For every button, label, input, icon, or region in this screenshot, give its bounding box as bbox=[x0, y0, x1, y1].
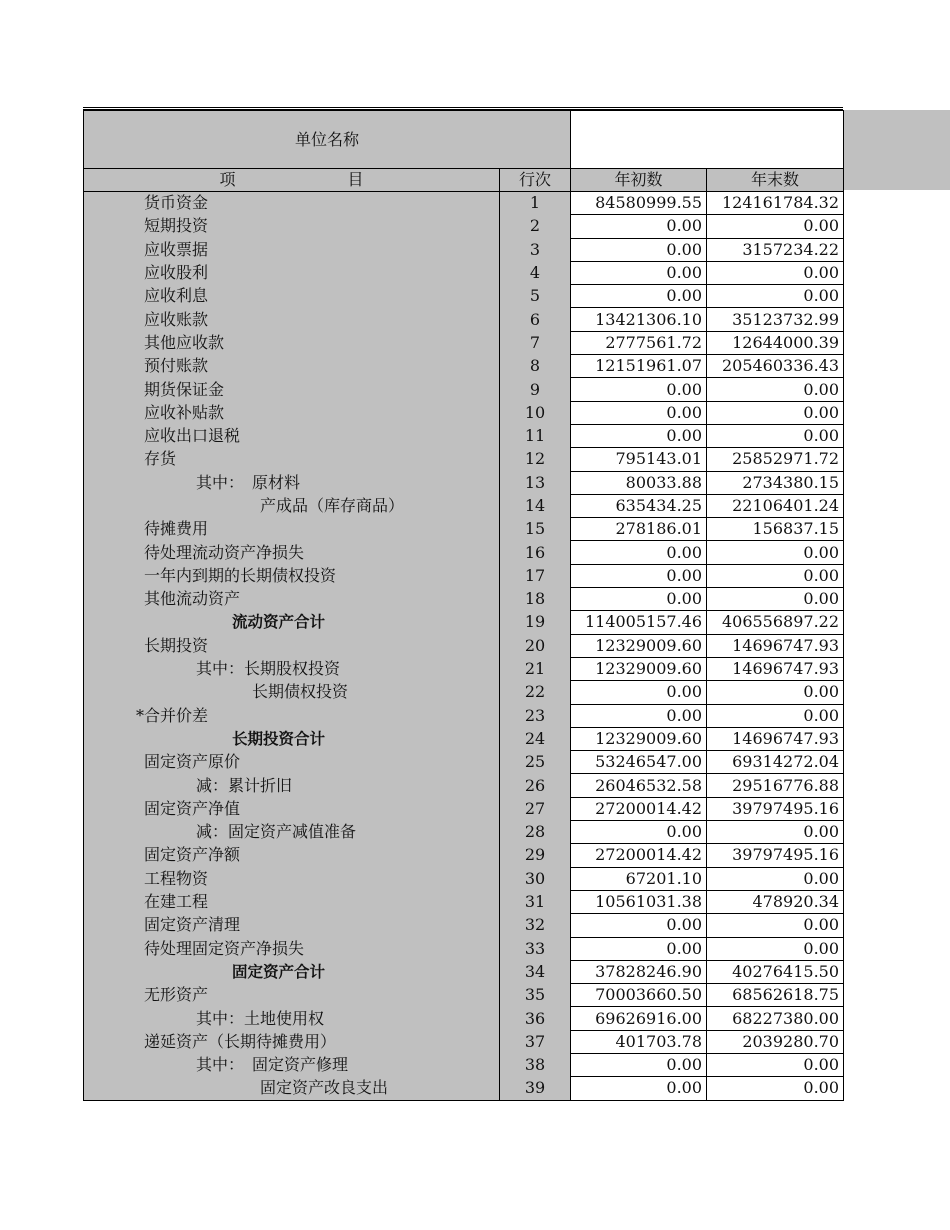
row-number: 7 bbox=[500, 331, 571, 354]
row-label: 固定资产净值 bbox=[84, 797, 500, 820]
end-value-cell[interactable]: 68562618.75 bbox=[707, 984, 844, 1007]
begin-value-cell[interactable]: 67201.10 bbox=[571, 867, 707, 890]
end-value-cell[interactable]: 156837.15 bbox=[707, 518, 844, 541]
begin-value-cell[interactable]: 27200014.42 bbox=[571, 797, 707, 820]
unit-name-value[interactable] bbox=[571, 111, 844, 169]
unit-name-row bbox=[84, 111, 844, 169]
row-label: 在建工程 bbox=[84, 890, 500, 913]
begin-value-cell[interactable]: 0.00 bbox=[571, 378, 707, 401]
header-end: 年末数 bbox=[707, 169, 844, 192]
begin-value-cell[interactable]: 0.00 bbox=[571, 704, 707, 727]
row-label: 应收利息 bbox=[84, 285, 500, 308]
end-value-cell[interactable]: 0.00 bbox=[707, 588, 844, 611]
row-label: *合并价差 bbox=[84, 704, 500, 727]
row-label: 应收补贴款 bbox=[84, 401, 500, 424]
table-row bbox=[84, 704, 844, 727]
begin-value-cell[interactable]: 0.00 bbox=[571, 588, 707, 611]
table-row bbox=[84, 1030, 844, 1053]
row-label: 待处理流动资产净损失 bbox=[84, 541, 500, 564]
row-number: 14 bbox=[500, 494, 571, 517]
begin-value-cell[interactable]: 278186.01 bbox=[571, 518, 707, 541]
table-row bbox=[84, 494, 844, 517]
row-label: 无形资产 bbox=[84, 984, 500, 1007]
table-row bbox=[84, 634, 844, 657]
balance-sheet bbox=[83, 107, 843, 1101]
side-grey-panel bbox=[843, 110, 950, 190]
row-number: 31 bbox=[500, 890, 571, 913]
row-number: 8 bbox=[500, 355, 571, 378]
table-row bbox=[84, 797, 844, 820]
end-value-cell[interactable]: 0.00 bbox=[707, 681, 844, 704]
table-row bbox=[84, 844, 844, 867]
begin-value-cell[interactable]: 0.00 bbox=[571, 401, 707, 424]
row-number: 16 bbox=[500, 541, 571, 564]
row-number: 5 bbox=[500, 285, 571, 308]
begin-value-cell[interactable]: 0.00 bbox=[571, 424, 707, 447]
end-value-cell[interactable]: 478920.34 bbox=[707, 890, 844, 913]
row-number: 26 bbox=[500, 774, 571, 797]
header-begin: 年初数 bbox=[571, 169, 707, 192]
row-number: 36 bbox=[500, 1007, 571, 1030]
begin-value-cell[interactable]: 69626916.00 bbox=[571, 1007, 707, 1030]
table-row bbox=[84, 984, 844, 1007]
row-number: 27 bbox=[500, 797, 571, 820]
row-label: 其中： 固定资产修理 bbox=[84, 1053, 500, 1076]
row-number: 30 bbox=[500, 867, 571, 890]
row-number: 9 bbox=[500, 378, 571, 401]
table-row bbox=[84, 215, 844, 238]
table-row bbox=[84, 424, 844, 447]
row-label: 其中：长期股权投资 bbox=[84, 657, 500, 680]
end-value-cell[interactable]: 39797495.16 bbox=[707, 844, 844, 867]
begin-value-cell[interactable]: 12329009.60 bbox=[571, 634, 707, 657]
table-row bbox=[84, 611, 844, 634]
end-value-cell[interactable]: 124161784.32 bbox=[707, 192, 844, 215]
begin-value-cell[interactable]: 27200014.42 bbox=[571, 844, 707, 867]
row-number: 38 bbox=[500, 1053, 571, 1076]
row-label: 产成品（库存商品） bbox=[84, 494, 500, 517]
table-row bbox=[84, 308, 844, 331]
begin-value-cell[interactable]: 0.00 bbox=[571, 541, 707, 564]
table-row bbox=[84, 867, 844, 890]
begin-value-cell[interactable]: 2777561.72 bbox=[571, 331, 707, 354]
row-label: 其中：土地使用权 bbox=[84, 1007, 500, 1030]
end-value-cell[interactable]: 69314272.04 bbox=[707, 751, 844, 774]
row-label: 其中： 原材料 bbox=[84, 471, 500, 494]
table-row bbox=[84, 192, 844, 215]
end-value-cell[interactable]: 0.00 bbox=[707, 914, 844, 937]
row-number: 4 bbox=[500, 261, 571, 284]
unit-name-label: 单位名称 bbox=[84, 111, 571, 169]
begin-value-cell[interactable]: 0.00 bbox=[571, 564, 707, 587]
begin-value-cell[interactable]: 635434.25 bbox=[571, 494, 707, 517]
row-number: 18 bbox=[500, 588, 571, 611]
table-row bbox=[84, 378, 844, 401]
end-value-cell[interactable]: 14696747.93 bbox=[707, 634, 844, 657]
row-label: 流动资产合计 bbox=[84, 611, 500, 634]
begin-value-cell[interactable]: 795143.01 bbox=[571, 448, 707, 471]
table-row bbox=[84, 541, 844, 564]
begin-value-cell[interactable]: 84580999.55 bbox=[571, 192, 707, 215]
end-value-cell[interactable]: 0.00 bbox=[707, 424, 844, 447]
table-row bbox=[84, 751, 844, 774]
end-value-cell[interactable]: 3157234.22 bbox=[707, 238, 844, 261]
row-label: 应收账款 bbox=[84, 308, 500, 331]
begin-value-cell[interactable]: 37828246.90 bbox=[571, 960, 707, 983]
end-value-cell[interactable]: 12644000.39 bbox=[707, 331, 844, 354]
row-number: 28 bbox=[500, 821, 571, 844]
begin-value-cell[interactable]: 0.00 bbox=[571, 285, 707, 308]
table-row bbox=[84, 657, 844, 680]
table-row bbox=[84, 285, 844, 308]
row-label: 应收股利 bbox=[84, 261, 500, 284]
end-value-cell[interactable]: 0.00 bbox=[707, 564, 844, 587]
end-value-cell[interactable]: 0.00 bbox=[707, 215, 844, 238]
table-row bbox=[84, 1077, 844, 1100]
row-number: 23 bbox=[500, 704, 571, 727]
row-number: 17 bbox=[500, 564, 571, 587]
table-row bbox=[84, 1007, 844, 1030]
begin-value-cell[interactable]: 12329009.60 bbox=[571, 727, 707, 750]
row-label: 减：累计折旧 bbox=[84, 774, 500, 797]
begin-value-cell[interactable]: 0.00 bbox=[571, 238, 707, 261]
row-label: 应收出口退税 bbox=[84, 424, 500, 447]
row-number: 21 bbox=[500, 657, 571, 680]
row-label: 递延资产（长期待摊费用） bbox=[84, 1030, 500, 1053]
row-label: 长期投资 bbox=[84, 634, 500, 657]
row-number: 6 bbox=[500, 308, 571, 331]
table-row bbox=[84, 681, 844, 704]
row-label: 期货保证金 bbox=[84, 378, 500, 401]
begin-value-cell[interactable]: 0.00 bbox=[571, 215, 707, 238]
end-value-cell[interactable]: 39797495.16 bbox=[707, 797, 844, 820]
begin-value-cell[interactable]: 0.00 bbox=[571, 821, 707, 844]
row-label: 预付账款 bbox=[84, 355, 500, 378]
begin-value-cell[interactable]: 13421306.10 bbox=[571, 308, 707, 331]
begin-value-cell[interactable]: 0.00 bbox=[571, 1053, 707, 1076]
row-label: 固定资产清理 bbox=[84, 914, 500, 937]
end-value-cell[interactable]: 14696747.93 bbox=[707, 657, 844, 680]
begin-value-cell[interactable]: 12329009.60 bbox=[571, 657, 707, 680]
row-label: 固定资产改良支出 bbox=[84, 1077, 500, 1100]
end-value-cell[interactable]: 40276415.50 bbox=[707, 960, 844, 983]
row-label: 长期投资合计 bbox=[84, 727, 500, 750]
end-value-cell[interactable]: 0.00 bbox=[707, 541, 844, 564]
row-number: 2 bbox=[500, 215, 571, 238]
table-row bbox=[84, 518, 844, 541]
begin-value-cell[interactable]: 0.00 bbox=[571, 261, 707, 284]
begin-value-cell[interactable]: 80033.88 bbox=[571, 471, 707, 494]
table-row bbox=[84, 564, 844, 587]
table-row bbox=[84, 727, 844, 750]
row-number: 11 bbox=[500, 424, 571, 447]
end-value-cell[interactable]: 14696747.93 bbox=[707, 727, 844, 750]
row-label: 工程物资 bbox=[84, 867, 500, 890]
table-row bbox=[84, 448, 844, 471]
row-label: 减：固定资产减值准备 bbox=[84, 821, 500, 844]
end-value-cell[interactable]: 22106401.24 bbox=[707, 494, 844, 517]
row-number: 33 bbox=[500, 937, 571, 960]
end-value-cell[interactable]: 0.00 bbox=[707, 401, 844, 424]
row-number: 37 bbox=[500, 1030, 571, 1053]
row-number: 25 bbox=[500, 751, 571, 774]
header-row-no: 行次 bbox=[500, 169, 571, 192]
row-label: 待处理固定资产净损失 bbox=[84, 937, 500, 960]
row-label: 应收票据 bbox=[84, 238, 500, 261]
begin-value-cell[interactable]: 401703.78 bbox=[571, 1030, 707, 1053]
end-value-cell[interactable]: 25852971.72 bbox=[707, 448, 844, 471]
begin-value-cell[interactable]: 10561031.38 bbox=[571, 890, 707, 913]
end-value-cell[interactable]: 2039280.70 bbox=[707, 1030, 844, 1053]
row-number: 20 bbox=[500, 634, 571, 657]
end-value-cell[interactable]: 35123732.99 bbox=[707, 308, 844, 331]
row-number: 19 bbox=[500, 611, 571, 634]
end-value-cell[interactable]: 0.00 bbox=[707, 1053, 844, 1076]
row-number: 15 bbox=[500, 518, 571, 541]
end-value-cell[interactable]: 0.00 bbox=[707, 937, 844, 960]
end-value-cell[interactable]: 68227380.00 bbox=[707, 1007, 844, 1030]
table-body bbox=[84, 192, 844, 1101]
table-row bbox=[84, 914, 844, 937]
table-row bbox=[84, 1053, 844, 1076]
table-row bbox=[84, 471, 844, 494]
end-value-cell[interactable]: 0.00 bbox=[707, 704, 844, 727]
table-row bbox=[84, 355, 844, 378]
row-number: 13 bbox=[500, 471, 571, 494]
row-number: 1 bbox=[500, 192, 571, 215]
row-label: 存货 bbox=[84, 448, 500, 471]
end-value-cell[interactable]: 0.00 bbox=[707, 1077, 844, 1100]
end-value-cell[interactable]: 0.00 bbox=[707, 867, 844, 890]
table-row bbox=[84, 960, 844, 983]
end-value-cell[interactable]: 29516776.88 bbox=[707, 774, 844, 797]
begin-value-cell[interactable]: 0.00 bbox=[571, 1077, 707, 1100]
table-row bbox=[84, 588, 844, 611]
table-row bbox=[84, 890, 844, 913]
row-label: 固定资产净额 bbox=[84, 844, 500, 867]
table-row bbox=[84, 821, 844, 844]
end-value-cell[interactable]: 205460336.43 bbox=[707, 355, 844, 378]
row-number: 35 bbox=[500, 984, 571, 1007]
table-row bbox=[84, 774, 844, 797]
begin-value-cell[interactable]: 0.00 bbox=[571, 681, 707, 704]
row-number: 12 bbox=[500, 448, 571, 471]
begin-value-cell[interactable]: 26046532.58 bbox=[571, 774, 707, 797]
end-value-cell[interactable]: 406556897.22 bbox=[707, 611, 844, 634]
row-label: 长期债权投资 bbox=[84, 681, 500, 704]
row-number: 29 bbox=[500, 844, 571, 867]
row-number: 10 bbox=[500, 401, 571, 424]
table-row bbox=[84, 238, 844, 261]
balance-sheet-table bbox=[83, 110, 844, 1101]
row-label: 待摊费用 bbox=[84, 518, 500, 541]
column-header-row bbox=[84, 169, 844, 192]
row-number: 24 bbox=[500, 727, 571, 750]
row-label: 其他流动资产 bbox=[84, 588, 500, 611]
begin-value-cell[interactable]: 12151961.07 bbox=[571, 355, 707, 378]
row-number: 39 bbox=[500, 1077, 571, 1100]
row-number: 32 bbox=[500, 914, 571, 937]
end-value-cell[interactable]: 0.00 bbox=[707, 261, 844, 284]
begin-value-cell[interactable]: 114005157.46 bbox=[571, 611, 707, 634]
end-value-cell[interactable]: 0.00 bbox=[707, 285, 844, 308]
row-label: 固定资产合计 bbox=[84, 960, 500, 983]
begin-value-cell[interactable]: 70003660.50 bbox=[571, 984, 707, 1007]
row-number: 22 bbox=[500, 681, 571, 704]
table-row bbox=[84, 261, 844, 284]
row-label: 其他应收款 bbox=[84, 331, 500, 354]
table-row bbox=[84, 937, 844, 960]
table-row bbox=[84, 401, 844, 424]
begin-value-cell[interactable]: 53246547.00 bbox=[571, 751, 707, 774]
begin-value-cell[interactable]: 0.00 bbox=[571, 937, 707, 960]
row-number: 34 bbox=[500, 960, 571, 983]
row-label: 固定资产原价 bbox=[84, 751, 500, 774]
end-value-cell[interactable]: 2734380.15 bbox=[707, 471, 844, 494]
row-label: 短期投资 bbox=[84, 215, 500, 238]
end-value-cell[interactable]: 0.00 bbox=[707, 821, 844, 844]
begin-value-cell[interactable]: 0.00 bbox=[571, 914, 707, 937]
row-number: 3 bbox=[500, 238, 571, 261]
table-row bbox=[84, 331, 844, 354]
row-label: 一年内到期的长期债权投资 bbox=[84, 564, 500, 587]
header-item: 项 目 bbox=[84, 169, 500, 192]
row-label: 货币资金 bbox=[84, 192, 500, 215]
end-value-cell[interactable]: 0.00 bbox=[707, 378, 844, 401]
